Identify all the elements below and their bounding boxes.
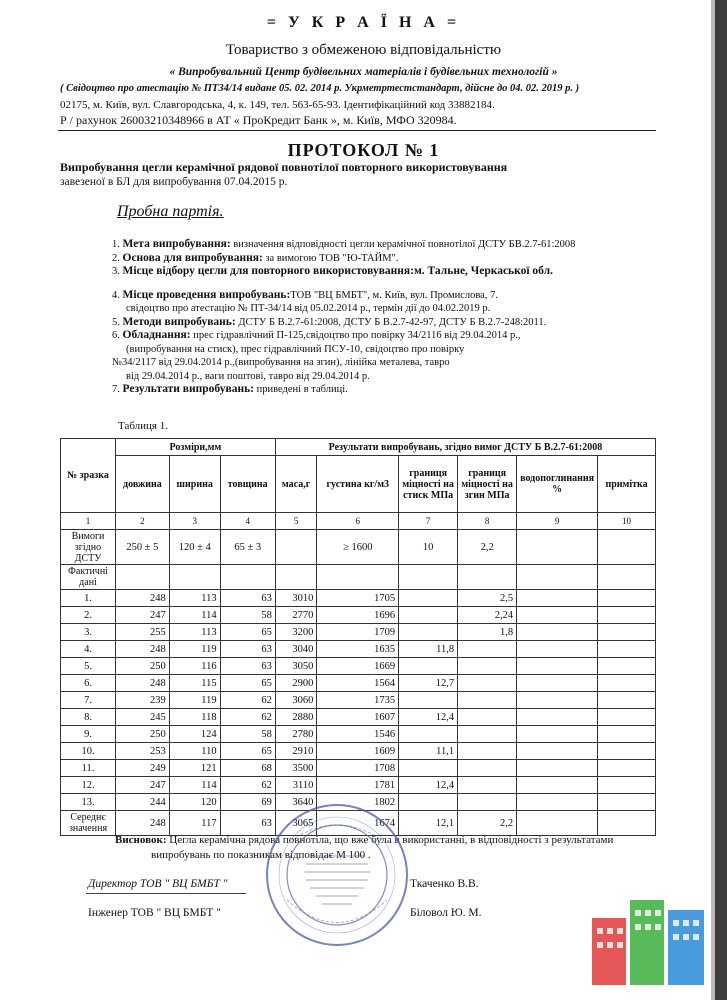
avg-density: 1674 <box>317 811 399 836</box>
header-results: Результати випробувань, згідно вимог ДСТУ Б В.2.7-61:2008 <box>275 439 655 456</box>
table-row <box>61 658 656 675</box>
table-row <box>61 607 656 624</box>
cell-d: 1607 <box>317 709 399 726</box>
header-note: примітка <box>598 456 656 513</box>
conclusion-line1: Цегла керамічна рядова повнотіла, що вже була в використанні, в відповідності з результатами <box>166 834 614 846</box>
cell-t: 65 <box>220 675 275 692</box>
empty-cell <box>517 641 598 658</box>
table-row <box>61 726 656 743</box>
empty-cell <box>517 692 598 709</box>
list-item: 7. Результати випробувань: приведені в таблиці. <box>112 383 348 395</box>
req-density: ≥ 1600 <box>317 530 399 565</box>
header-sizes: Розміри,мм <box>116 439 276 456</box>
empty-cell <box>517 760 598 777</box>
avg-compress: 12,1 <box>399 811 458 836</box>
cell-n: 1. <box>61 590 116 607</box>
cell-b <box>458 709 517 726</box>
empty-cell <box>517 726 598 743</box>
cell-w: 115 <box>169 675 220 692</box>
cell-l: 250 <box>116 658 170 675</box>
cell-b <box>458 743 517 760</box>
cell-b <box>458 794 517 811</box>
cell-m: 2880 <box>275 709 317 726</box>
empty-cell <box>598 641 656 658</box>
req-length: 250 ± 5 <box>116 530 170 565</box>
batch-heading: Пробна партія. <box>117 203 224 220</box>
table-row <box>61 641 656 658</box>
empty-cell <box>598 760 656 777</box>
cell-m: 3060 <box>275 692 317 709</box>
cell-n: 7. <box>61 692 116 709</box>
cell-d: 1708 <box>317 760 399 777</box>
cell-d: 1802 <box>317 794 399 811</box>
empty-cell <box>598 607 656 624</box>
table-row <box>61 675 656 692</box>
cell-c <box>399 624 458 641</box>
cell-c <box>399 692 458 709</box>
cell-m: 3050 <box>275 658 317 675</box>
cell-d: 1709 <box>317 624 399 641</box>
engineer-name: Біловол Ю. М. <box>410 907 482 919</box>
col-num: 1 <box>61 513 116 530</box>
col-num: 3 <box>169 513 220 530</box>
col-num: 8 <box>458 513 517 530</box>
cell-w: 114 <box>169 607 220 624</box>
header-water: водопоглинання % <box>517 456 598 513</box>
empty-cell <box>598 794 656 811</box>
list-item-sub: (випробування на стиск), прес гідравлічний ПСУ-10, свідоцтво про повірку <box>126 343 465 355</box>
cell-l: 248 <box>116 641 170 658</box>
list-item: 4. Місце проведення випробувань:ТОВ "ВЦ БМБТ", м. Київ, вул. Промислова, 7. <box>112 288 498 301</box>
cell-n: 3. <box>61 624 116 641</box>
cell-n: 5. <box>61 658 116 675</box>
cell-c <box>399 760 458 777</box>
req-bend: 2,2 <box>458 530 517 565</box>
cell-d: 1609 <box>317 743 399 760</box>
cell-t: 62 <box>220 777 275 794</box>
table-row <box>61 743 656 760</box>
cell-n: 11. <box>61 760 116 777</box>
cell-b <box>458 760 517 777</box>
cell-b <box>458 641 517 658</box>
list-item: 6. Обладнання: прес гідравлічний П-125,свідоцтво про повірку 34/2116 від 29.04.2014 р., <box>112 329 521 341</box>
header-length: довжина <box>116 456 170 513</box>
empty-cell <box>517 530 598 565</box>
cell-w: 110 <box>169 743 220 760</box>
col-num: 2 <box>116 513 170 530</box>
list-item-sub: №34/2117 від 29.04.2014 р.,(випробування на згин), лінійка металева, тавро <box>112 357 450 368</box>
header-density: густина кг/м3 <box>317 456 399 513</box>
empty-cell <box>598 811 656 836</box>
watermark-logo <box>592 900 704 985</box>
cell-b <box>458 726 517 743</box>
cell-c: 12,4 <box>399 709 458 726</box>
cell-w: 119 <box>169 641 220 658</box>
col-num: 4 <box>220 513 275 530</box>
cell-m: 3040 <box>275 641 317 658</box>
cell-b <box>458 675 517 692</box>
cell-t: 68 <box>220 760 275 777</box>
cell-l: 250 <box>116 726 170 743</box>
cell-l: 255 <box>116 624 170 641</box>
empty-cell <box>517 777 598 794</box>
cell-m: 2910 <box>275 743 317 760</box>
cell-n: 2. <box>61 607 116 624</box>
list-item: 3. Місце відбору цегли для повторного використовування:м. Тальне, Черкаської обл. <box>112 265 553 277</box>
header-bend: границя міцності на згин МПа <box>458 456 517 513</box>
col-num: 6 <box>317 513 399 530</box>
cell-m: 3200 <box>275 624 317 641</box>
empty-cell <box>598 777 656 794</box>
cell-b <box>458 658 517 675</box>
cell-c: 12,4 <box>399 777 458 794</box>
cell-t: 58 <box>220 726 275 743</box>
col-num: 7 <box>399 513 458 530</box>
cell-w: 124 <box>169 726 220 743</box>
signature-line <box>86 893 246 894</box>
cell-w: 116 <box>169 658 220 675</box>
empty-cell <box>517 658 598 675</box>
empty-cell <box>598 743 656 760</box>
cell-d: 1696 <box>317 607 399 624</box>
avg-bend: 2,2 <box>458 811 517 836</box>
empty-cell <box>399 565 458 590</box>
cell-m: 3500 <box>275 760 317 777</box>
empty-cell <box>220 565 275 590</box>
empty-cell <box>598 658 656 675</box>
conclusion-label: Висновок: <box>115 834 167 846</box>
avg-mass: 3065 <box>275 811 317 836</box>
avg-thickness: 63 <box>220 811 275 836</box>
empty-cell <box>517 675 598 692</box>
cell-t: 63 <box>220 658 275 675</box>
empty-cell <box>517 811 598 836</box>
cell-t: 62 <box>220 709 275 726</box>
cell-c <box>399 590 458 607</box>
cell-t: 62 <box>220 692 275 709</box>
cell-n: 13. <box>61 794 116 811</box>
avg-length: 248 <box>116 811 170 836</box>
empty-cell <box>598 726 656 743</box>
cell-d: 1669 <box>317 658 399 675</box>
empty-cell <box>598 530 656 565</box>
cell-l: 247 <box>116 777 170 794</box>
empty-cell <box>275 530 317 565</box>
conclusion-line2: випробувань по показникам відповідає М 100 . <box>151 849 371 861</box>
empty-cell <box>598 624 656 641</box>
cell-c: 11,1 <box>399 743 458 760</box>
cell-l: 239 <box>116 692 170 709</box>
list-item: 5. Методи випробувань: ДСТУ Б В.2.7-61:2008, ДСТУ Б В.2.7-42-97, ДСТУ Б В.2.7-248:2011. <box>112 315 547 328</box>
protocol-title: ПРОТОКОЛ № 1 <box>287 140 440 160</box>
table-row <box>61 709 656 726</box>
cell-n: 12. <box>61 777 116 794</box>
table-caption: Таблиця 1. <box>118 420 168 432</box>
protocol-items <box>112 238 575 397</box>
cell-m: 2900 <box>275 675 317 692</box>
empty-cell <box>598 675 656 692</box>
header-mass: маса,г <box>275 456 317 513</box>
empty-cell <box>275 565 317 590</box>
cell-c <box>399 658 458 675</box>
engineer-role: Інженер ТОВ " ВЦ БМБТ " <box>88 907 221 919</box>
cell-l: 248 <box>116 590 170 607</box>
header-sample-number: № зразка <box>61 439 116 513</box>
table-header-row <box>61 439 656 456</box>
cell-t: 65 <box>220 624 275 641</box>
col-num: 10 <box>598 513 656 530</box>
results-table <box>60 438 656 836</box>
cell-t: 58 <box>220 607 275 624</box>
list-item: 2. Основа для випробування: за вимогою ТОВ "Ю-ТАЙМ". <box>112 251 399 264</box>
empty-cell <box>517 565 598 590</box>
empty-cell <box>116 565 170 590</box>
col-num: 9 <box>517 513 598 530</box>
cell-l: 245 <box>116 709 170 726</box>
cell-n: 9. <box>61 726 116 743</box>
empty-cell <box>317 565 399 590</box>
cell-w: 113 <box>169 624 220 641</box>
cell-n: 4. <box>61 641 116 658</box>
header-divider <box>58 130 656 131</box>
cell-l: 248 <box>116 675 170 692</box>
req-width: 120 ± 4 <box>169 530 220 565</box>
list-item: 1. Мета випробування: визначення відповідності цегли керамічної повнотілої ДСТУ БВ.2.7-61:2008 <box>112 238 576 250</box>
empty-cell <box>517 743 598 760</box>
header-compress: границя міцності на стиск МПа <box>399 456 458 513</box>
empty-cell <box>458 565 517 590</box>
empty-cell <box>517 590 598 607</box>
address-line: 02175, м. Київ, вул. Славгородська, 4, к. 149, тел. 563-65-93. Ідентифікаційний код 33882184. <box>60 99 495 111</box>
cell-n: 6. <box>61 675 116 692</box>
list-item-sub: свідоцтво про атестацію № ПТ-34/14 від 05.02.2014 р., термін дії до 04.02.2019 р. <box>126 303 491 314</box>
cell-l: 253 <box>116 743 170 760</box>
cell-b <box>458 777 517 794</box>
cell-l: 244 <box>116 794 170 811</box>
cell-n: 10. <box>61 743 116 760</box>
cell-d: 1781 <box>317 777 399 794</box>
cell-c: 11,8 <box>399 641 458 658</box>
table-row <box>61 760 656 777</box>
cell-w: 120 <box>169 794 220 811</box>
cell-w: 114 <box>169 777 220 794</box>
col-num: 5 <box>275 513 317 530</box>
cell-c <box>399 607 458 624</box>
header-width: ширина <box>169 456 220 513</box>
requirements-row <box>61 530 656 565</box>
cell-m: 3010 <box>275 590 317 607</box>
empty-cell <box>517 624 598 641</box>
cell-b <box>458 692 517 709</box>
empty-cell <box>169 565 220 590</box>
empty-cell <box>517 794 598 811</box>
empty-cell <box>517 607 598 624</box>
cell-t: 65 <box>220 743 275 760</box>
round-seal-stamp <box>262 800 412 950</box>
req-thickness: 65 ± 3 <box>220 530 275 565</box>
cell-w: 119 <box>169 692 220 709</box>
protocol-subject: Випробування цегли керамічної рядової повнотілої повторного використовування <box>60 160 508 174</box>
cell-m: 2780 <box>275 726 317 743</box>
req-compress: 10 <box>399 530 458 565</box>
cell-d: 1564 <box>317 675 399 692</box>
cell-c: 12,7 <box>399 675 458 692</box>
cell-t: 69 <box>220 794 275 811</box>
empty-cell <box>598 590 656 607</box>
table-subheader-row <box>61 456 656 513</box>
cell-d: 1635 <box>317 641 399 658</box>
cell-m: 3110 <box>275 777 317 794</box>
certificate-line: ( Свідоцтво про атестацію № ПТ34/14 видане 05. 02. 2014 р. Укрметртестстандарт, дійсне до 04. 02. 2019 р. ) <box>60 83 580 94</box>
cell-b: 2,5 <box>458 590 517 607</box>
cell-t: 63 <box>220 641 275 658</box>
director-role: Директор ТОВ " ВЦ БМБТ " <box>88 878 228 890</box>
cell-d: 1735 <box>317 692 399 709</box>
table-row <box>61 777 656 794</box>
cell-w: 113 <box>169 590 220 607</box>
cell-n: 8. <box>61 709 116 726</box>
empty-cell <box>517 709 598 726</box>
table-row <box>61 624 656 641</box>
cell-w: 121 <box>169 760 220 777</box>
table-row <box>61 692 656 709</box>
protocol-subject-note: завезеної в БЛ для випробування 07.04.2015 р. <box>60 176 288 188</box>
empty-cell <box>598 709 656 726</box>
cell-m: 2770 <box>275 607 317 624</box>
average-label: Середнє значення <box>61 811 116 836</box>
cell-l: 247 <box>116 607 170 624</box>
cell-d: 1705 <box>317 590 399 607</box>
empty-cell <box>598 565 656 590</box>
country-title: = У К Р А Ї Н А = <box>266 14 461 31</box>
cell-d: 1546 <box>317 726 399 743</box>
company-type: Товариство з обмеженою відповідальністю <box>225 42 502 58</box>
cell-c <box>399 726 458 743</box>
cell-b: 1,8 <box>458 624 517 641</box>
company-name: « Випробувальний Центр будівельних матеріалів і будівельних технологій » <box>169 66 558 78</box>
actual-label-row <box>61 565 656 590</box>
requirements-label: Вимоги згідно ДСТУ <box>61 530 116 565</box>
empty-cell <box>598 692 656 709</box>
list-item-sub: від 29.04.2014 р., ваги поштові, тавро від 29.04.2014 р. <box>126 370 370 382</box>
actual-label: Фактичні дані <box>61 565 116 590</box>
table-row <box>61 590 656 607</box>
avg-width: 117 <box>169 811 220 836</box>
column-number-row <box>61 513 656 530</box>
cell-m: 3640 <box>275 794 317 811</box>
cell-l: 249 <box>116 760 170 777</box>
header-thickness: товщина <box>220 456 275 513</box>
account-line: Р / рахунок 26003210348966 в АТ « ПроКредит Банк », м. Київ, МФО 320984. <box>60 113 457 127</box>
cell-t: 63 <box>220 590 275 607</box>
cell-w: 118 <box>169 709 220 726</box>
cell-b: 2,24 <box>458 607 517 624</box>
director-name: Ткаченко В.В. <box>410 878 479 890</box>
